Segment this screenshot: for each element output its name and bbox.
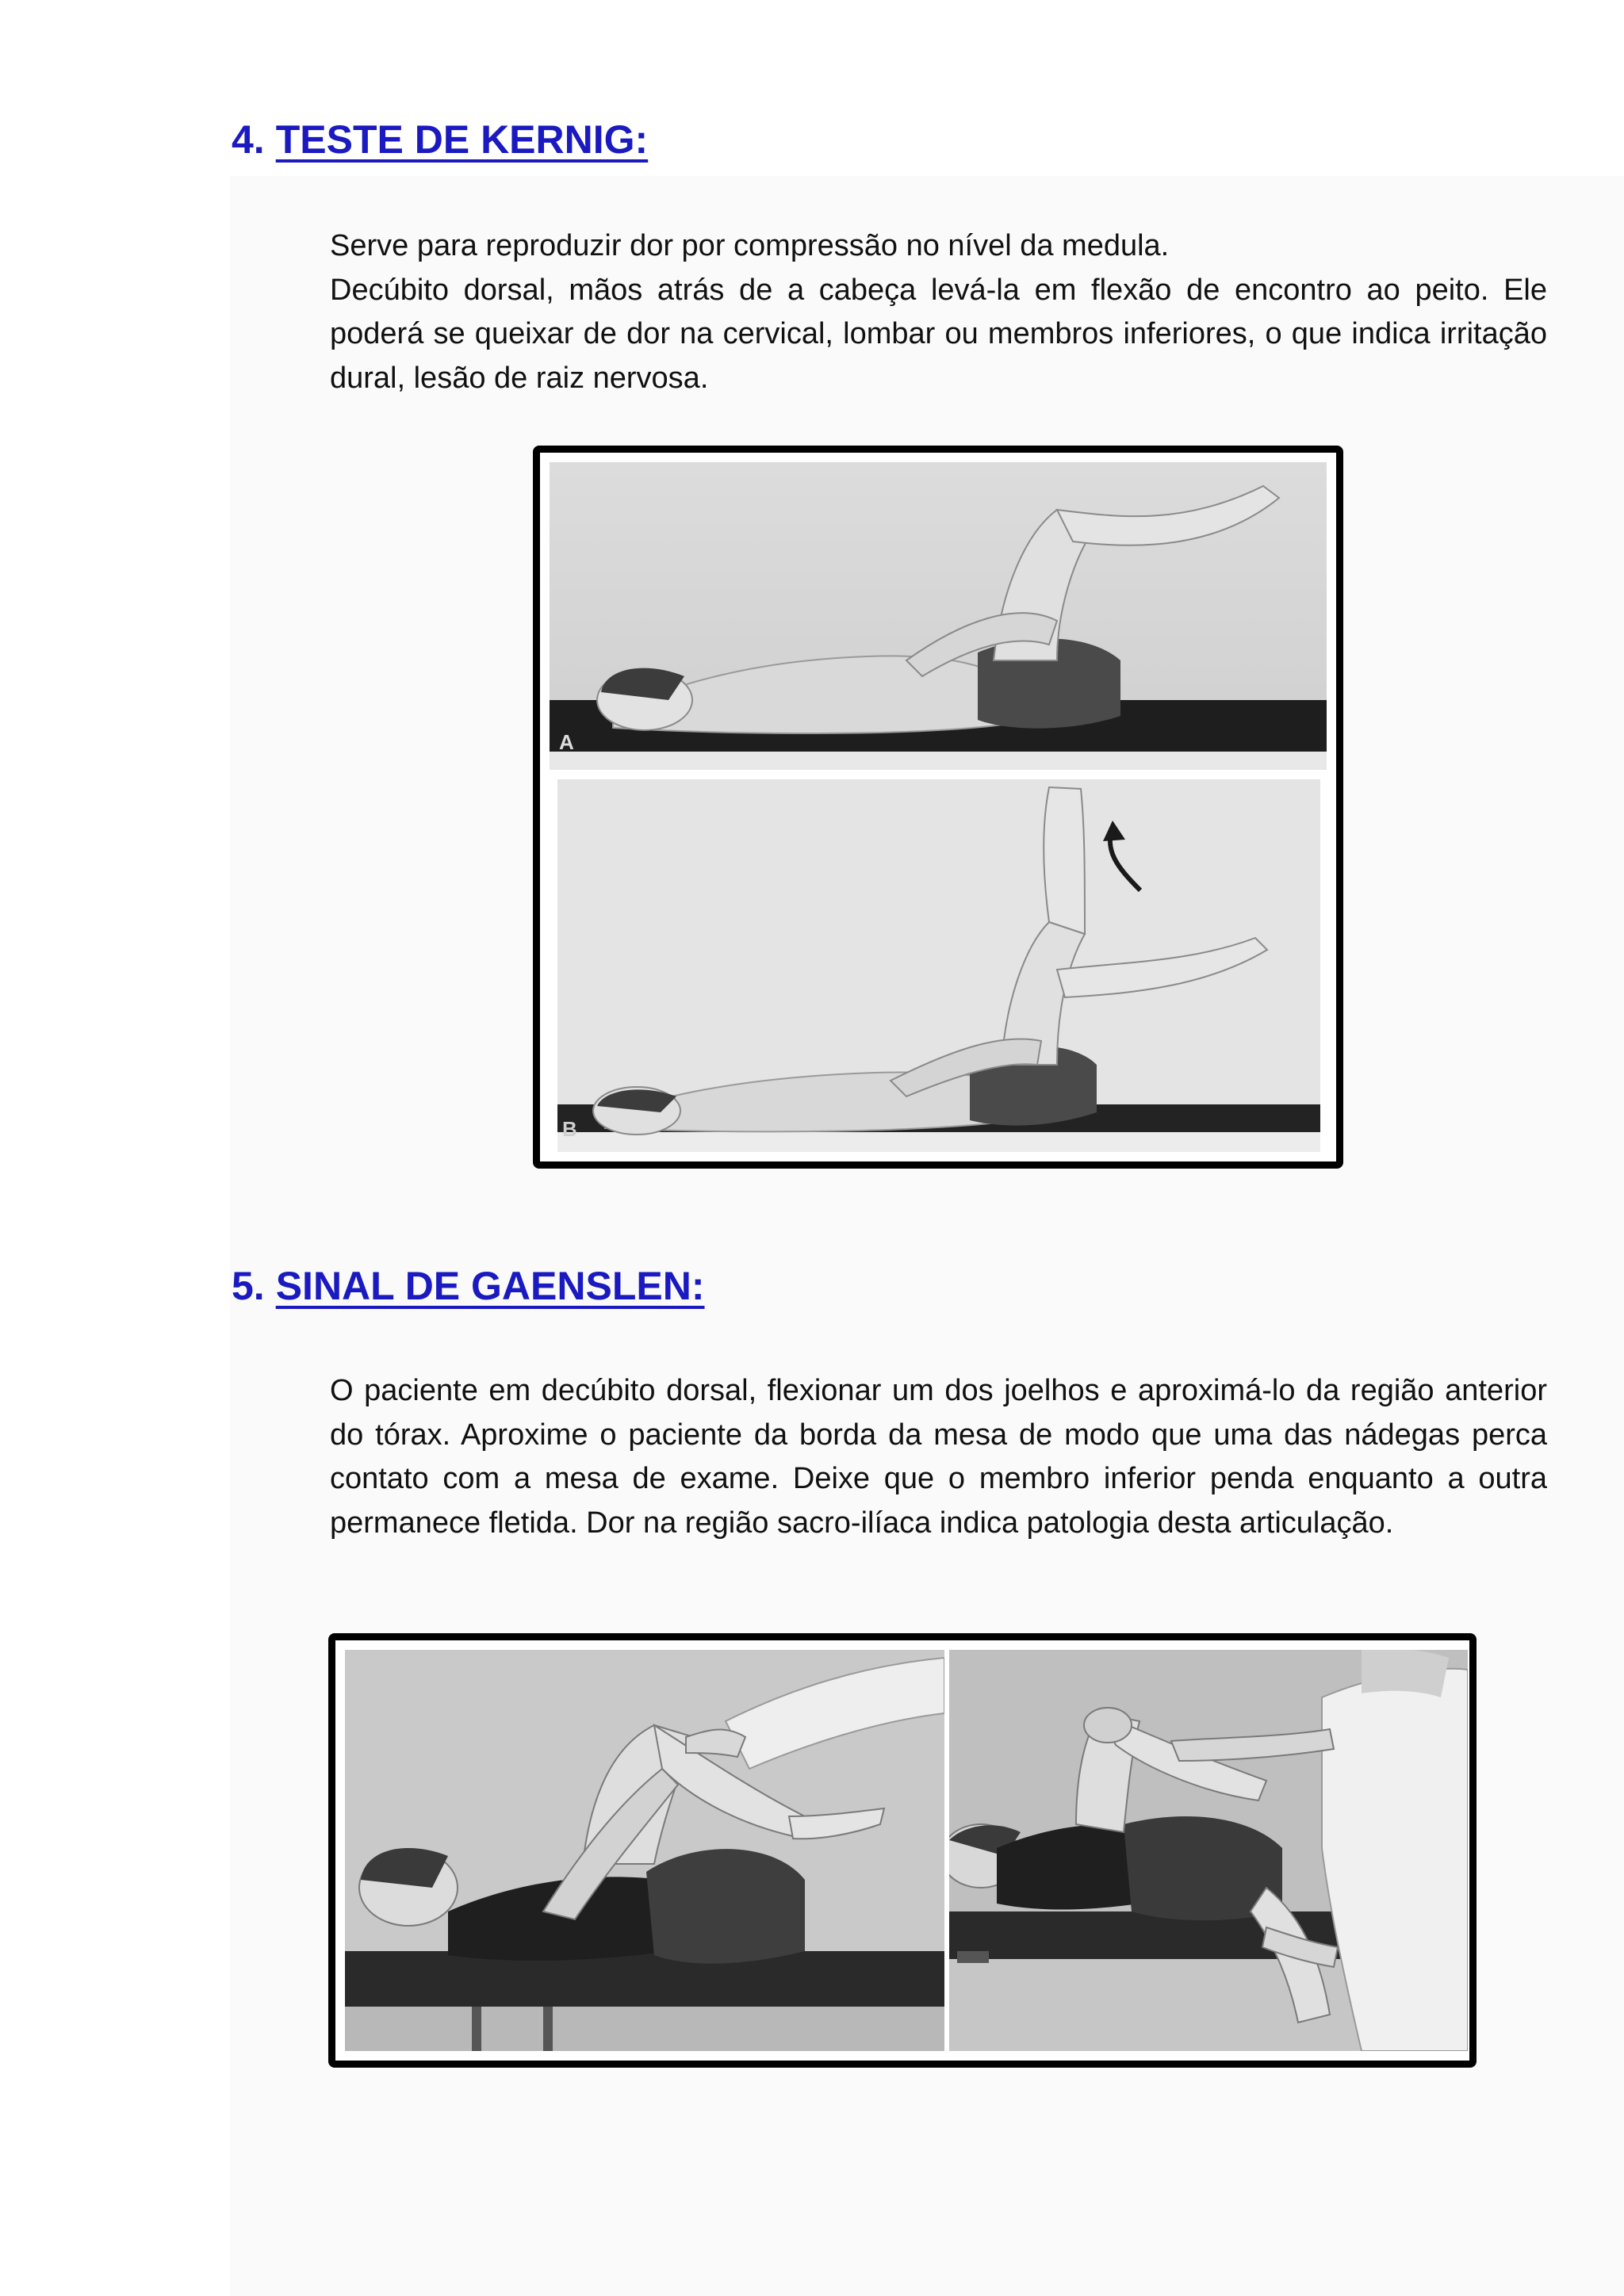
section-5-paragraph: O paciente em decúbito dorsal, flexionar um dos joelhos e aproximá-lo da região anterior do tórax. Aproxime o paciente da borda da mesa de modo que uma das nádegas perca contato com a mesa de exame. Deixe que o membro inferior penda enquanto a outra permanece fletida. Dor na região sacro-ilíaca indica patologia desta articulação. [330,1374,1547,1540]
kernig-photo-b-drawing [557,779,1320,1152]
gaenslen-figure [328,1633,1477,2068]
gaenslen-photo-left-drawing [345,1650,944,2051]
kernig-photo-a-drawing [550,462,1327,770]
section-4-paragraph [330,224,1547,400]
section-5-heading [232,1262,705,1310]
gaenslen-photo-left [345,1650,944,2051]
section-4-heading [232,116,648,163]
gaenslen-photo-right-drawing [949,1650,1468,2051]
section-5-number: 5. [232,1264,265,1308]
kernig-panel-a-label: A [559,730,574,754]
section-4-paragraph-line-2: Decúbito dorsal, mãos atrás de a cabeça levá-la em flexão de encontro ao peito. Ele poderá se queixar de dor na cervical, lombar ou membros inferiores, o que indica irritação dural, lesão de raiz nervosa. [330,273,1547,395]
section-5-title: SINAL DE GAENSLEN: [275,1264,705,1308]
kernig-panel-b-label: B [562,1117,577,1141]
section-4-number: 4. [232,117,265,162]
section-4-title: TESTE DE KERNIG: [275,117,649,162]
section-4-paragraph-line-1: Serve para reproduzir dor por compressão no nível da medula. [330,229,1170,262]
kernig-figure [533,446,1343,1169]
kernig-photo-b [557,779,1320,1152]
kernig-photo-a [550,462,1327,770]
gaenslen-photo-right [949,1650,1468,2051]
